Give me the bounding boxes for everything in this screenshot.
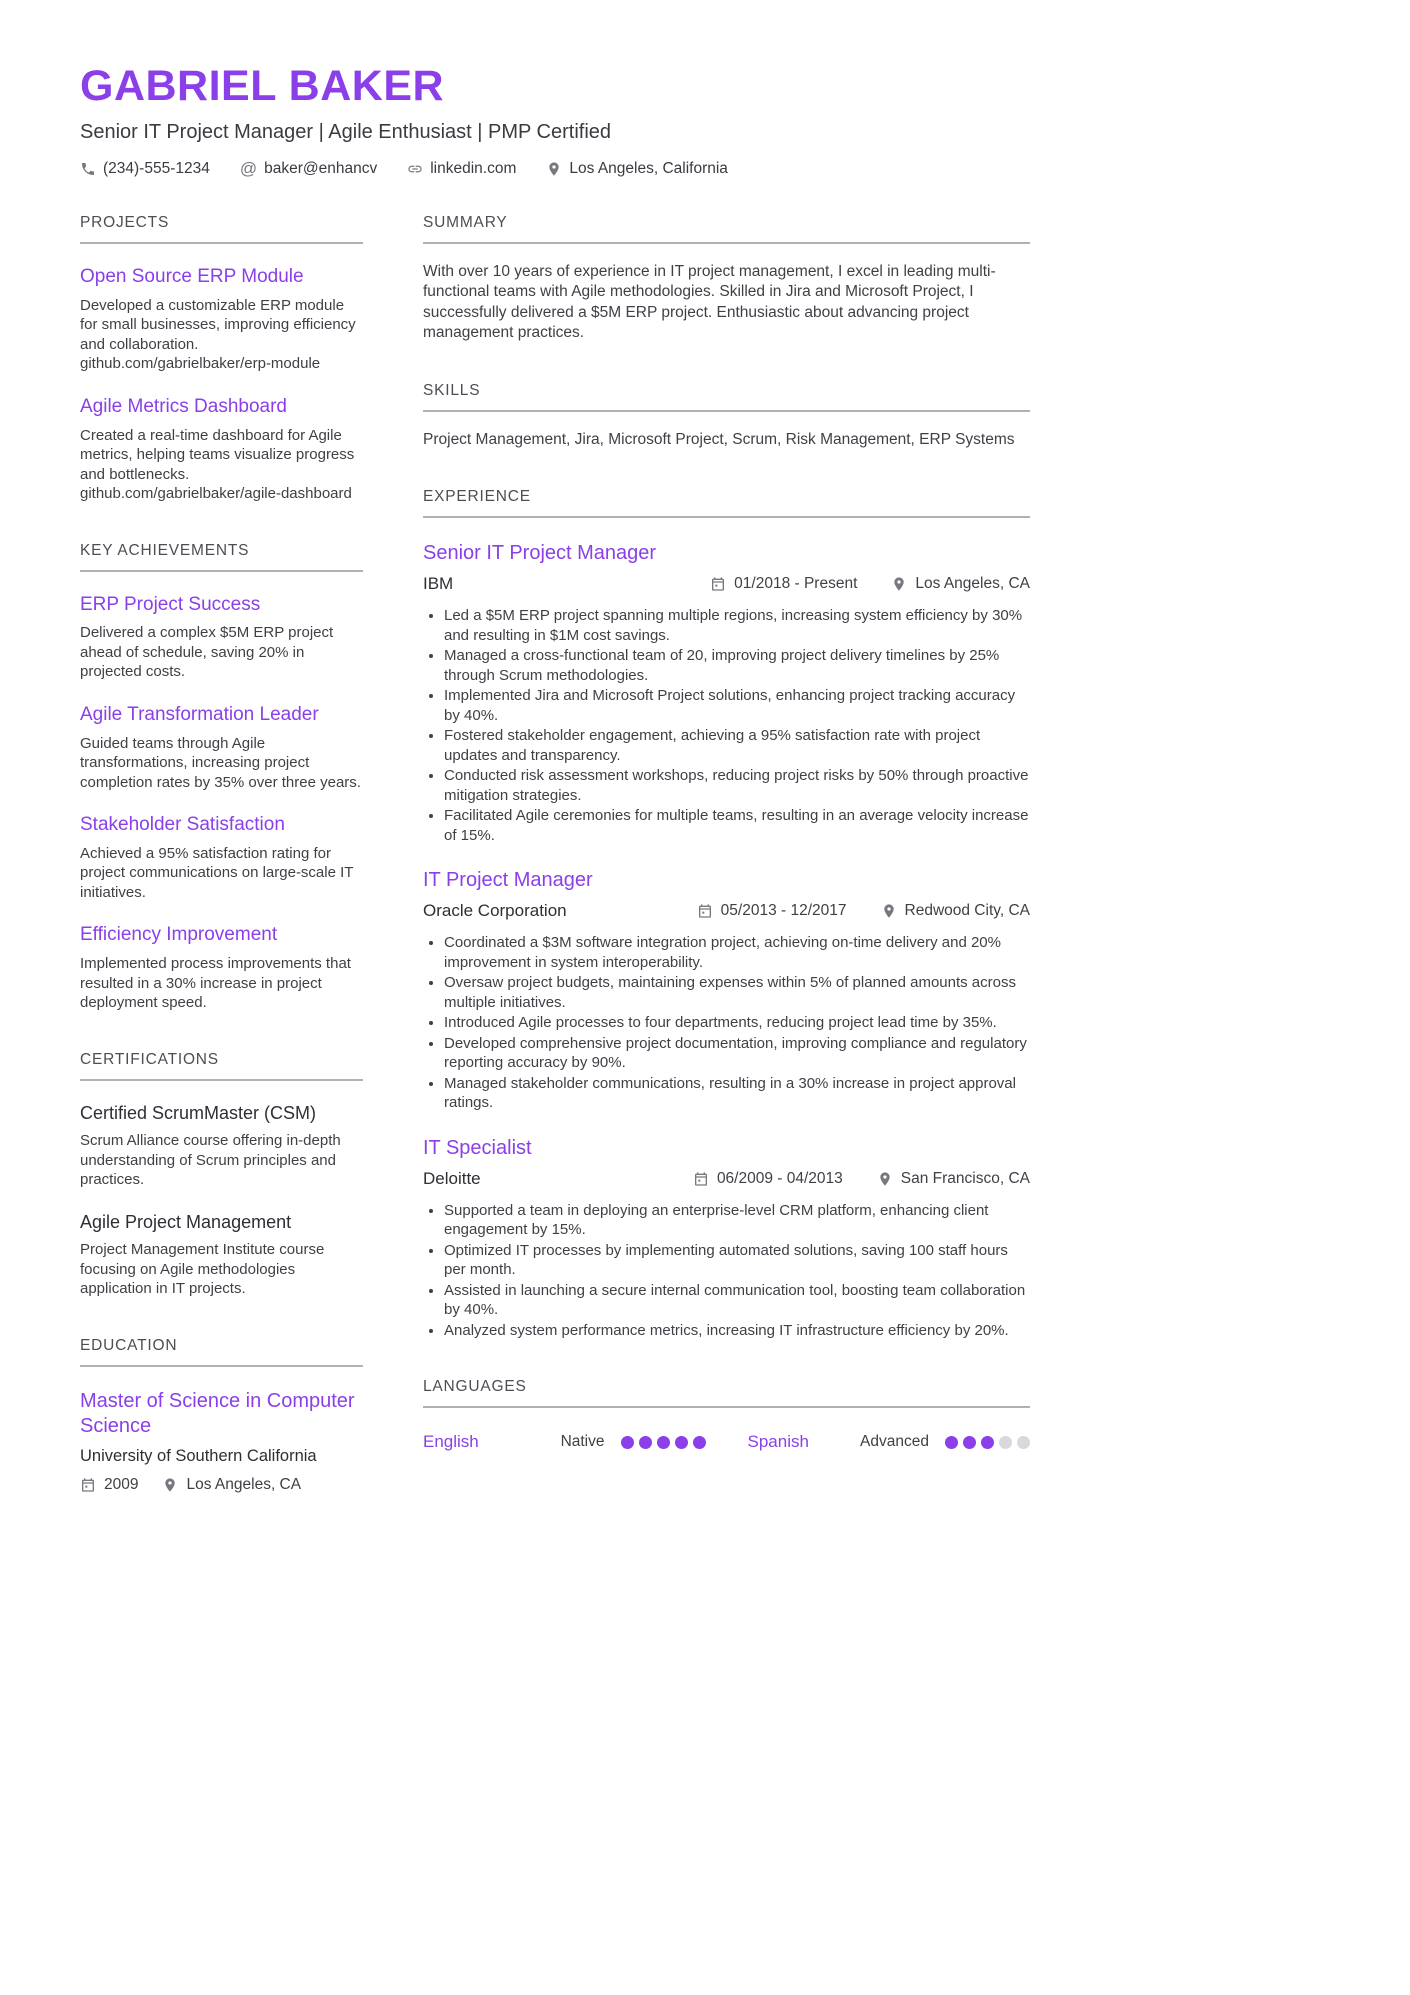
level-dot [693, 1436, 706, 1449]
location-contact [546, 160, 728, 178]
certification-description: Project Management Institute course focusing on Agile methodologies application in IT projects. [80, 1241, 325, 1298]
level-dot [999, 1436, 1012, 1449]
languages-section-title: LANGUAGES [423, 1378, 1030, 1408]
job-dates-text: 06/2009 - 04/2013 [716, 1169, 843, 1187]
job-title: IT Project Manager [423, 869, 593, 892]
achievement-item [80, 814, 363, 902]
job-meta [423, 574, 1030, 594]
project-item [80, 396, 363, 504]
certifications-section [80, 1051, 363, 1299]
company-name: Deloitte [423, 1168, 481, 1188]
achievement-description: Achieved a 95% satisfaction rating for project communications on large-scale IT initiatives. [80, 844, 354, 901]
job-bullet: • Introduced Agile processes to four departments, reducing project lead time by 35%. [444, 1013, 1030, 1033]
person-name: GABRIEL BAKER [80, 62, 445, 110]
phone-icon [80, 161, 96, 177]
job-bullet: • Fostered stakeholder engagement, achieving a 95% satisfaction rate with project updates and transparency. [444, 726, 1030, 765]
school-name: University of Southern California [80, 1446, 317, 1465]
level-dot [639, 1436, 652, 1449]
achievement-description: Implemented process improvements that resulted in a 30% increase in project deployment speed. [80, 955, 351, 1012]
certification-description: Scrum Alliance course offering in-depth understanding of Scrum principles and practices. [80, 1132, 341, 1189]
phone-text: (234)-555-1234 [103, 160, 210, 177]
calendar-icon [80, 1477, 96, 1493]
job-dates-text: 01/2018 - Present [734, 575, 858, 593]
certification-item [80, 1212, 363, 1299]
education-meta [80, 1476, 363, 1494]
language-dots [945, 1436, 1030, 1449]
job-bullet: • Implemented Jira and Microsoft Project solutions, enhancing project tracking accuracy by 40%. [444, 686, 1030, 725]
project-item [80, 266, 363, 374]
experience-section-title: EXPERIENCE [423, 488, 1030, 518]
level-dot [675, 1436, 688, 1449]
email-text: baker@enhancv [264, 160, 378, 177]
project-link[interactable]: github.com/gabrielbaker/erp-module [80, 355, 321, 373]
language-level: Advanced [860, 1433, 929, 1451]
job-meta [423, 1169, 1030, 1189]
job-entry [423, 542, 1030, 845]
skills-section [423, 382, 1030, 450]
job-meta [423, 901, 1030, 921]
achievement-item [80, 594, 363, 682]
location-icon [546, 161, 562, 177]
project-description: Created a real-time dashboard for Agile metrics, helping teams visualize progress and bottlenecks. [80, 426, 355, 483]
headline: Senior IT Project Manager | Agile Enthusiast | PMP Certified [80, 121, 612, 143]
degree-name: Master of Science in Computer Science [80, 1389, 355, 1437]
job-bullets [423, 1201, 1030, 1341]
experience-section [423, 488, 1030, 1340]
certification-name: Agile Project Management [80, 1211, 292, 1232]
skills-text: Project Management, Jira, Microsoft Project, Scrum, Risk Management, ERP Systems [423, 430, 1015, 448]
contact-row [80, 160, 1030, 178]
resume-columns [80, 214, 1030, 1532]
job-location [891, 575, 1030, 593]
job-bullet: • Assisted in launching a secure internal communication tool, boosting team collaboration by 40%. [444, 1281, 1030, 1320]
job-bullet: • Supported a team in deploying an enterprise-level CRM platform, enhancing client engagement by 15%. [444, 1201, 1030, 1240]
job-bullet: • Conducted risk assessment workshops, reducing project risks by 50% through proactive mitigation strategies. [444, 766, 1030, 805]
job-dates [697, 902, 847, 920]
job-bullet: • Analyzed system performance metrics, increasing IT infrastructure efficiency by 20%. [444, 1321, 1030, 1341]
language-level: Native [560, 1433, 605, 1451]
language-item [423, 1432, 706, 1452]
summary-text: With over 10 years of experience in IT project management, I excel in leading multi-functional teams with Agile methodologies. Skilled in Jira and Microsoft Project, I successfully delivered a $5M ERP project. Enthusiastic about advancing project management practices. [423, 263, 996, 342]
job-dates [693, 1170, 843, 1188]
projects-section-title: PROJECTS [80, 214, 363, 244]
job-bullet: • Led a $5M ERP project spanning multiple regions, increasing system efficiency by 30% and resulting in $1M cost savings. [444, 606, 1030, 645]
job-bullets [423, 933, 1030, 1113]
website-text: linkedin.com [430, 160, 517, 177]
level-dot [657, 1436, 670, 1449]
achievement-name: ERP Project Success [80, 593, 261, 615]
summary-section-title: SUMMARY [423, 214, 1030, 244]
graduation-year: 2009 [104, 1475, 139, 1493]
projects-section [80, 214, 363, 504]
job-bullet: • Optimized IT processes by implementing automated solutions, saving 100 staff hours per month. [444, 1241, 1030, 1280]
location-text: Los Angeles, California [569, 160, 728, 177]
location-icon [891, 576, 907, 592]
project-link[interactable]: github.com/gabrielbaker/agile-dashboard [80, 485, 352, 503]
education-item [80, 1389, 363, 1494]
website-contact[interactable] [407, 160, 516, 178]
location-icon [162, 1477, 178, 1493]
level-dot [945, 1436, 958, 1449]
project-description: Developed a customizable ERP module for small businesses, improving efficiency and collaboration. [80, 296, 356, 353]
resume-content [80, 62, 1030, 1532]
level-dot [621, 1436, 634, 1449]
calendar-icon [693, 1171, 709, 1187]
resume-header [80, 62, 1030, 178]
language-dots [621, 1436, 706, 1449]
job-bullets [423, 606, 1030, 845]
company-name: Oracle Corporation [423, 901, 567, 921]
job-title: IT Specialist [423, 1136, 532, 1159]
location-icon [877, 1171, 893, 1187]
phone-contact [80, 160, 210, 178]
project-name: Agile Metrics Dashboard [80, 395, 287, 417]
certifications-section-title: CERTIFICATIONS [80, 1051, 363, 1081]
education-section-title: EDUCATION [80, 1337, 363, 1367]
job-location-text: San Francisco, CA [900, 1169, 1030, 1187]
key-achievements-section [80, 542, 363, 1013]
project-name: Open Source ERP Module [80, 266, 304, 287]
graduation-year-group [80, 1476, 138, 1494]
calendar-icon [697, 903, 713, 919]
achievement-description: Guided teams through Agile transformations, increasing project completion rates by 35% over three years. [80, 734, 361, 791]
language-item [748, 1432, 1031, 1452]
job-title: Senior IT Project Manager [423, 542, 657, 565]
achievement-name: Stakeholder Satisfaction [80, 814, 285, 836]
right-column [423, 214, 1030, 1532]
job-bullet: • Developed comprehensive project documentation, improving compliance and regulatory reporting accuracy by 90%. [444, 1034, 1030, 1073]
achievement-name: Agile Transformation Leader [80, 703, 319, 725]
summary-section [423, 214, 1030, 344]
job-entry [423, 869, 1030, 1113]
location-icon [881, 903, 897, 919]
job-bullet: • Facilitated Agile ceremonies for multiple teams, resulting in an average velocity increase of 15%. [444, 806, 1030, 845]
job-location [877, 1170, 1030, 1188]
email-icon: @ [239, 159, 258, 178]
job-bullet: • Managed stakeholder communications, resulting in a 30% increase in project approval ratings. [444, 1074, 1030, 1113]
language-name: Spanish [747, 1432, 809, 1452]
skills-section-title: SKILLS [423, 382, 1030, 412]
left-column [80, 214, 363, 1532]
level-dot [963, 1436, 976, 1449]
education-location-group [162, 1476, 301, 1494]
job-dates-text: 05/2013 - 12/2017 [720, 902, 847, 920]
languages-list [423, 1432, 1030, 1452]
company-name: IBM [423, 574, 454, 594]
job-bullet: • Oversaw project budgets, maintaining expenses within 5% of planned amounts across multiple initiatives. [444, 973, 1030, 1012]
job-location-text: Los Angeles, CA [915, 575, 1030, 593]
job-entry [423, 1137, 1030, 1341]
key-achievements-section-title: KEY ACHIEVEMENTS [80, 542, 363, 572]
achievement-description: Delivered a complex $5M ERP project ahead of schedule, saving 20% in projected costs. [80, 624, 334, 681]
achievement-name: Efficiency Improvement [80, 924, 278, 946]
achievement-item [80, 924, 363, 1012]
level-dot [981, 1436, 994, 1449]
certification-name: Certified ScrumMaster (CSM) [80, 1102, 317, 1123]
job-bullet: • Managed a cross-functional team of 20, improving project delivery timelines by 25% through Scrum methodologies. [444, 646, 1030, 685]
certification-item [80, 1103, 363, 1190]
education-location: Los Angeles, CA [186, 1475, 302, 1493]
job-dates [710, 575, 857, 593]
job-bullet: • Coordinated a $3M software integration project, achieving on-time delivery and 20% improvement in system interoperability. [444, 933, 1030, 972]
education-section [80, 1337, 363, 1494]
job-location-text: Redwood City, CA [904, 902, 1030, 920]
calendar-icon [710, 576, 726, 592]
achievement-item [80, 704, 363, 792]
language-name: English [423, 1432, 479, 1452]
link-icon [407, 161, 423, 177]
email-contact[interactable] [240, 160, 377, 178]
job-location [881, 902, 1030, 920]
level-dot [1017, 1436, 1030, 1449]
languages-section [423, 1378, 1030, 1452]
